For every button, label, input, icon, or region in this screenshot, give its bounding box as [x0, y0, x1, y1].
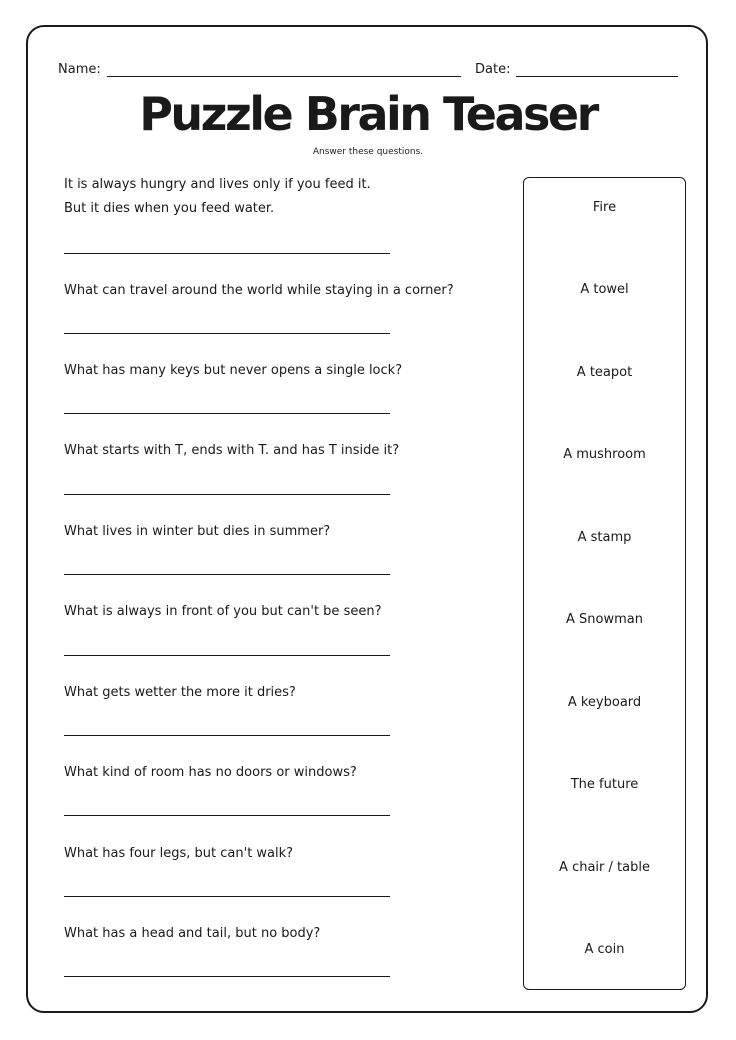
answer-line-9[interactable]: [64, 896, 390, 897]
question-1: [64, 173, 504, 221]
answer-option-6: A Snowman: [566, 612, 643, 627]
answer-option-9: A chair / table: [559, 860, 650, 875]
answer-option-5: A stamp: [577, 530, 632, 545]
question-2: What can travel around the world while staying in a corner?: [64, 283, 454, 298]
question-6: What is always in front of you but can't be seen?: [64, 604, 382, 619]
answer-line-8[interactable]: [64, 815, 390, 816]
answer-option-10: A coin: [584, 942, 625, 957]
question-4: What starts with T, ends with T. and has T inside it?: [64, 443, 400, 458]
question-10: What has a head and tail, but no body?: [64, 926, 321, 941]
answer-option-7: A keyboard: [567, 695, 642, 710]
question-3: What has many keys but never opens a single lock?: [64, 363, 403, 378]
name-input-line[interactable]: [107, 64, 461, 77]
answer-line-6[interactable]: [64, 655, 390, 656]
answer-line-4[interactable]: [64, 494, 390, 495]
question-7: What gets wetter the more it dries?: [64, 685, 296, 700]
answer-option-8: The future: [570, 777, 639, 792]
date-field: [475, 62, 678, 77]
worksheet-title: Puzzle Brain Teaser: [139, 87, 597, 141]
answer-line-3[interactable]: [64, 413, 390, 414]
name-label: Name:: [58, 62, 101, 77]
question-9: What has four legs, but can't walk?: [64, 846, 294, 861]
question-5: What lives in winter but dies in summer?: [64, 524, 331, 539]
date-label: Date:: [475, 62, 511, 77]
date-input-line[interactable]: [516, 64, 678, 77]
question-1-line-2: But it dies when you feed water.: [64, 201, 275, 216]
answer-line-2[interactable]: [64, 333, 390, 334]
answer-option-4: A mushroom: [563, 447, 646, 462]
name-field: [58, 62, 461, 77]
question-8: What kind of room has no doors or windows?: [64, 765, 357, 780]
answer-line-10[interactable]: [64, 976, 390, 977]
question-1-line-1: It is always hungry and lives only if you feed it.: [64, 177, 371, 192]
worksheet-subtitle: Answer these questions.: [312, 147, 424, 157]
answer-option-1: Fire: [592, 200, 617, 215]
answer-line-7[interactable]: [64, 735, 390, 736]
answer-option-3: A teapot: [576, 365, 633, 380]
answer-line-5[interactable]: [64, 574, 390, 575]
answer-option-2: A towel: [580, 282, 629, 297]
answer-line-1[interactable]: [64, 253, 390, 254]
